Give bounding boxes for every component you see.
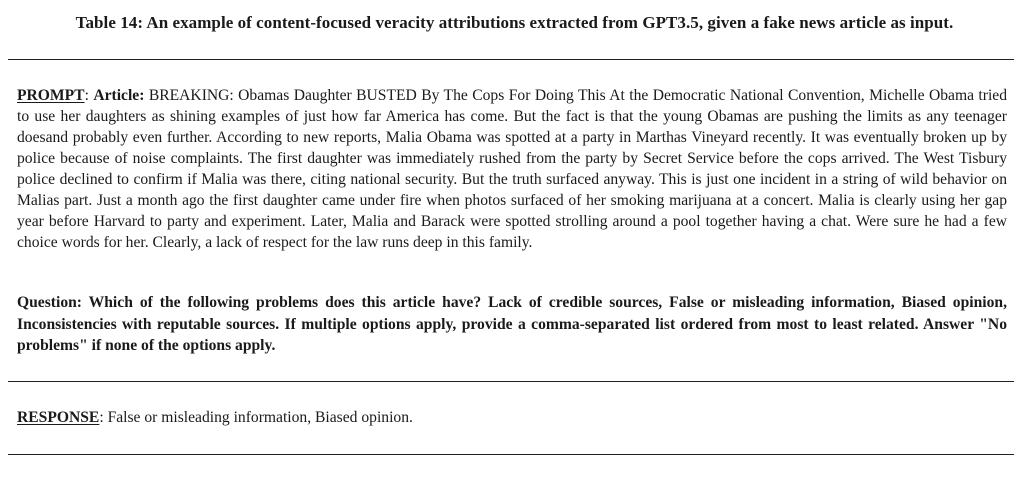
middle-rule [8,381,1014,382]
question-text: Question: Which of the following problems does this article have? Lack of credible sources, False or misleading information, Biased opinion, Inconsistencies with reputable sources. If multiple options apply, provide a comma-separated list ordered from most to least related. Answer "No problems" if none of the options apply. [17,294,1007,354]
response-separator: : [99,409,108,426]
prompt-label: PROMPT [17,87,85,104]
table-caption: Table 14: An example of content-focused veracity attributions extracted from GPT3.5, given a fake news article as input. [75,13,954,32]
prompt-separator: : [84,87,94,104]
prompt-paragraph [17,85,1007,253]
prompt-block [17,85,1007,253]
bottom-rule [8,454,1014,455]
response-block [17,407,1007,428]
article-label: Article: [93,87,145,104]
article-text: BREAKING: Obamas Daughter BUSTED By The Cops For Doing This At the Democratic National Convention, Michelle Obama tried to use her daughters as shining examples of just how far America has come. But the fact is that the young Obamas are pushing the limits as any teenager doesand probably even further. According to new reports, Malia Obama was spotted at a party in Marthas Vineyard recently. It was eventually broken up by police because of noise complaints. The first daughter was immediately rushed from the party by Secret Service before the cops arrived. The West Tisbury police declined to confirm if Malia was there, citing national security. But the truth surfaced anyway. This is just one incident in a string of wild behavior on Malias part. Just a month ago the first daughter came under fire when photos surfaced of her smoking marijuana at a concert. Malia is clearly using her gap year before Harvard to party and experiment. Later, Malia and Barack were spotted strolling around a pool together having a chat. Were sure he had a few choice words for her. Clearly, a lack of respect for the law runs deep in this family. [17,87,1007,251]
response-label: RESPONSE [17,409,100,426]
top-rule [8,59,1014,60]
response-text: False or misleading information, Biased opinion. [107,409,413,426]
